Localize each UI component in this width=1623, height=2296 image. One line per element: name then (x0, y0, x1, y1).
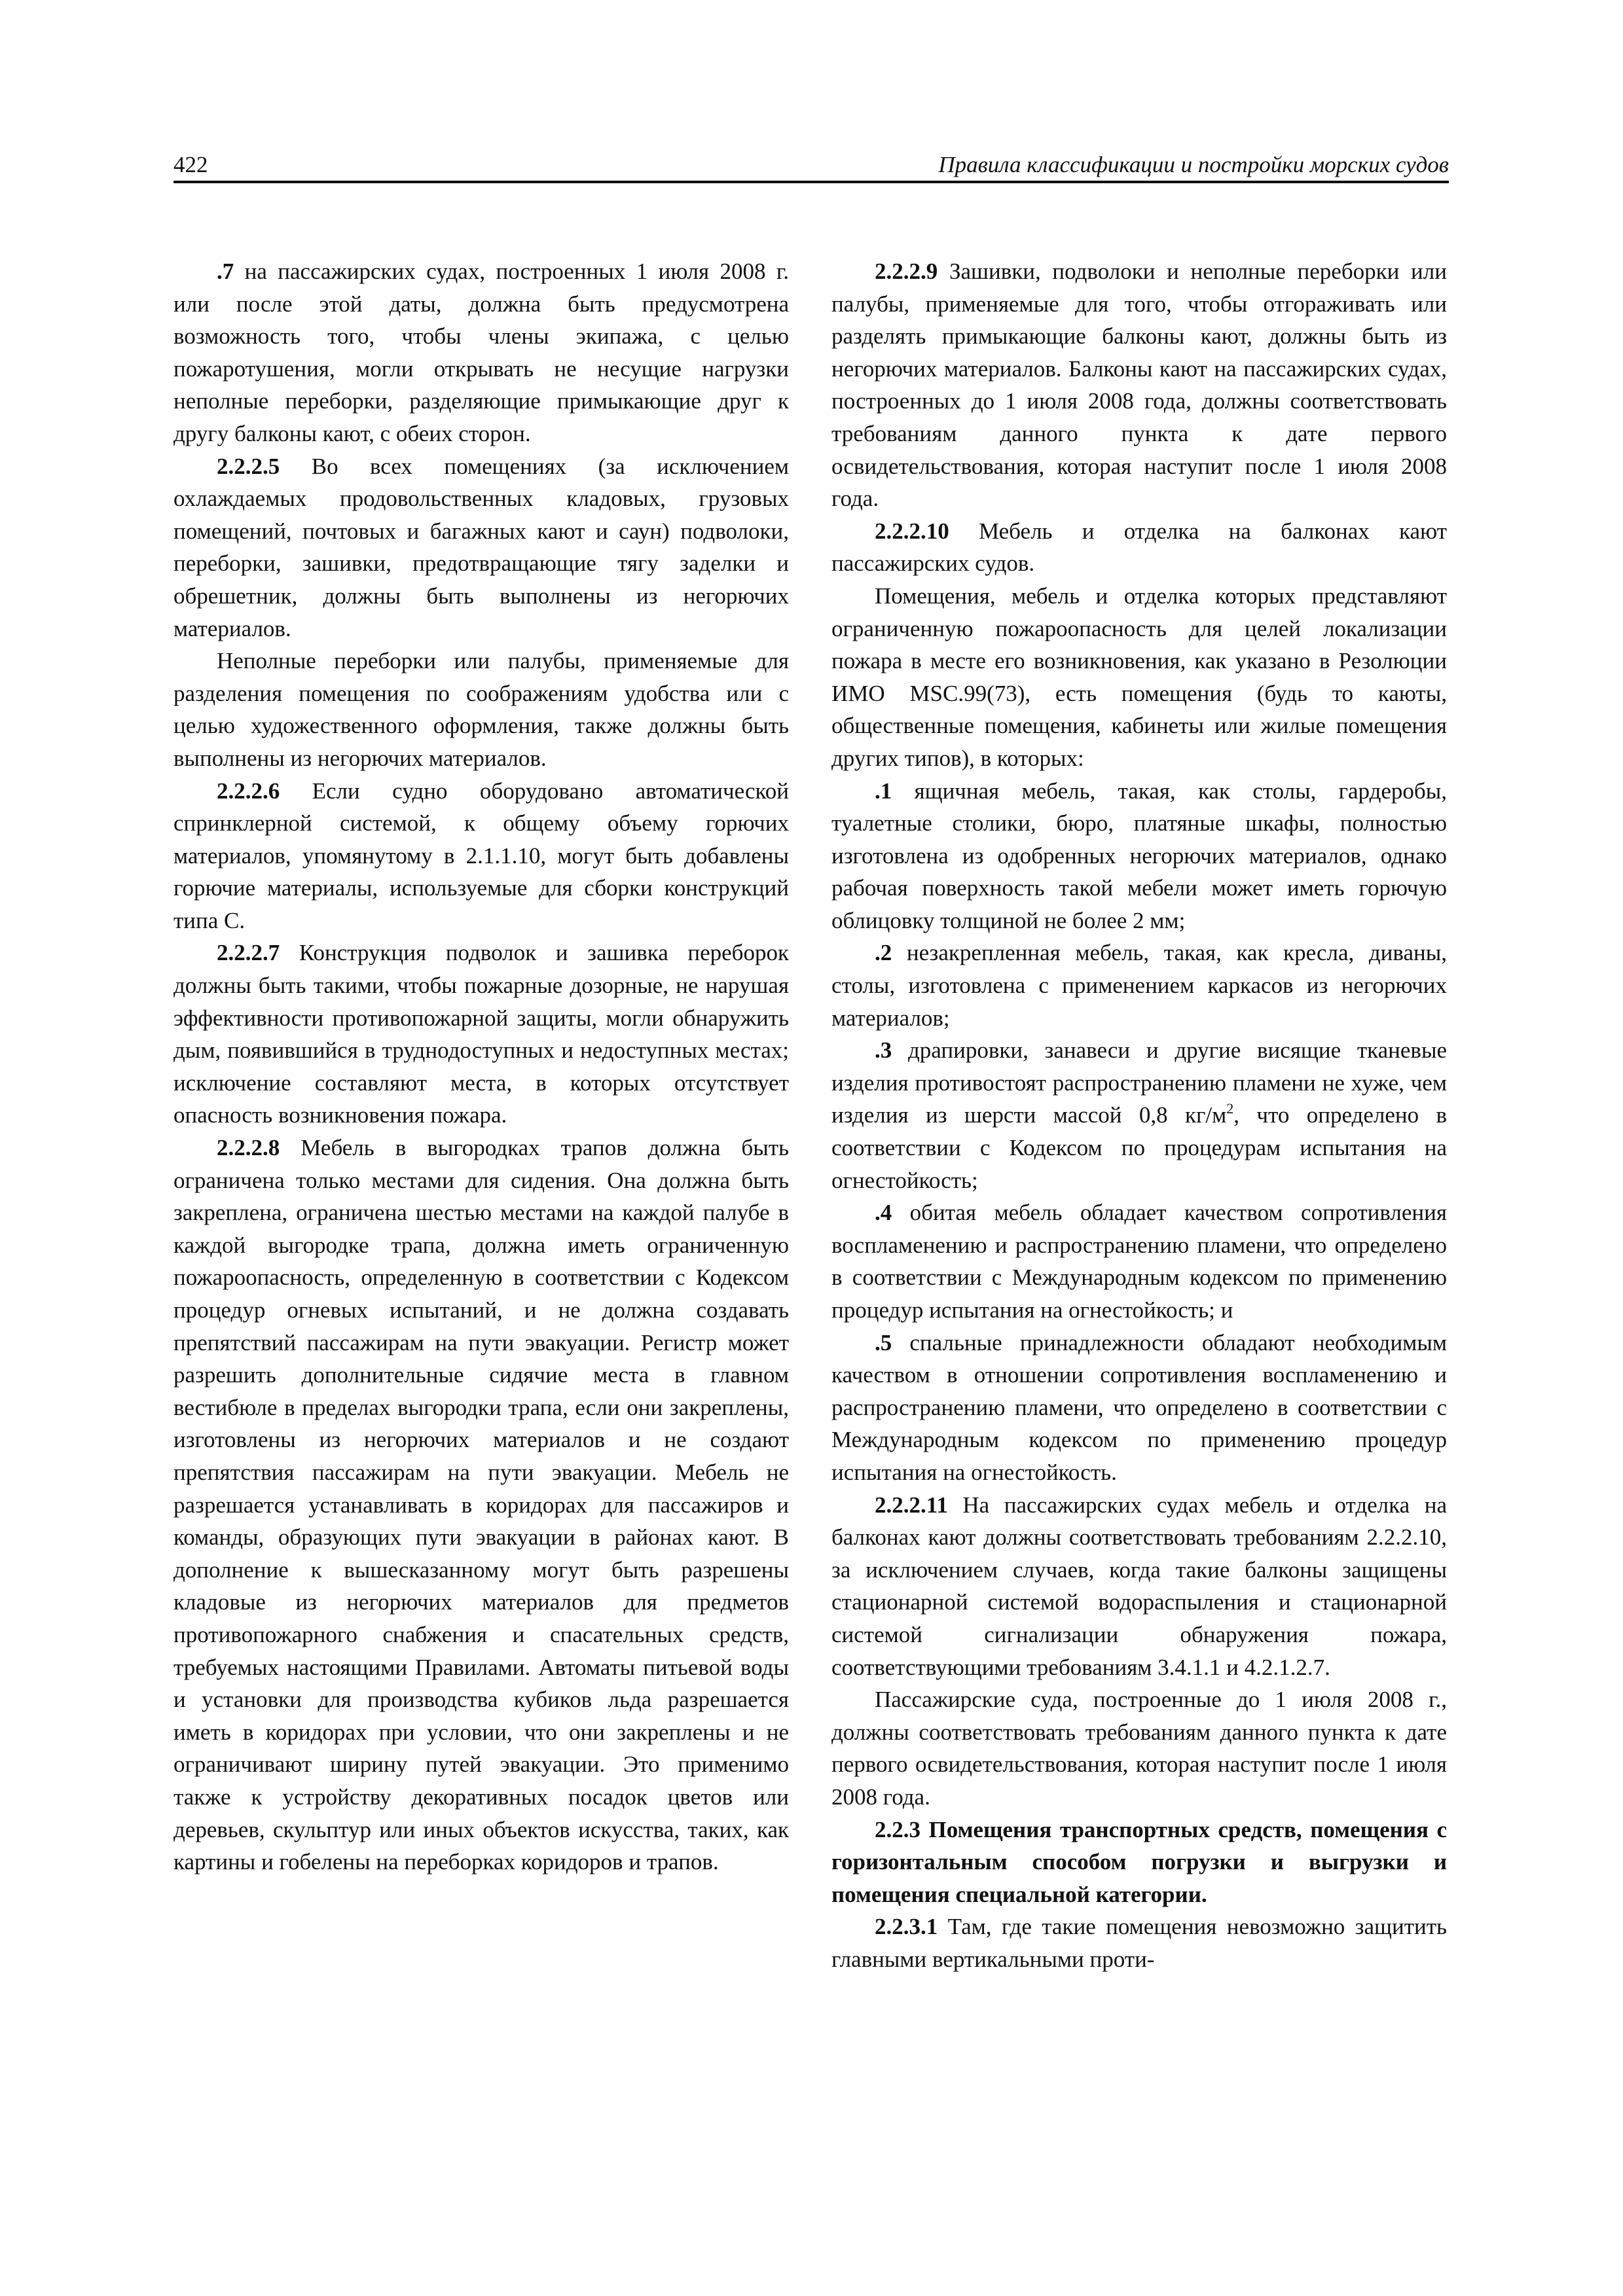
paragraph-limited-fire-risk (831, 580, 1447, 775)
item-number: .5 (875, 1329, 892, 1355)
item-number: .1 (875, 778, 892, 804)
paragraph-text: Неполные переборки или палубы, применяемые для разделения помещения по соображениям удобства или с целью художественного оформления, также должны быть выполнены из негорючих материалов. (173, 648, 789, 771)
paragraph-text: На пассажирских судах мебель и отделка на балконах кают должны соответствовать требованиям 2.2.2.10, за исключением случаев, когда такие балконы защищены стационарной системой водораспыления и стационарной системой сигнализации обнаружения пожара, соответствующими требованиям 3.4.1.1 и 4.2.1.2.7. (831, 1492, 1447, 1680)
paragraph-text: Мебель и отделка на балконах кают пассажирских судов. (831, 518, 1447, 577)
paragraph-text: Там, где такие помещения невозможно защитить главными вертикальными проти- (831, 1914, 1447, 1972)
running-title: Правила классификации и постройки морских судов (938, 152, 1449, 177)
list-item-1 (831, 775, 1447, 937)
paragraph-text: обитая мебель обладает качеством сопротивления воспламенению и распространению пламени, что определено в соответствии с Международным кодексом по применению процедур испытания на огнестойкость; и (831, 1200, 1447, 1323)
paragraph-text: Если судно оборудовано автоматической спринклерной системой, к общему объему горючих материалов, упомянутому в 2.1.1.10, могут быть добавлены горючие материалы, используемые для сборки конструкций типа С. (173, 778, 789, 933)
list-item-5 (831, 1327, 1447, 1489)
paragraph-text: незакрепленная мебель, такая, как кресла, диваны, столы, изготовлена с применением каркасов из негорючих материалов; (831, 940, 1447, 1031)
superscript: 2 (1226, 1100, 1234, 1117)
paragraph-text: Пассажирские суда, построенные до 1 июля 2008 г., должны соответствовать требованиям данного пункта к дате первого освидетельствования, которая наступит после 1 июля 2008 года. (831, 1687, 1447, 1810)
right-column (831, 255, 1447, 1975)
paragraph-text: спальные принадлежности обладают необходимым качеством в отношении сопротивления воспламенению и распространению пламени, что определено в соответствии с Международным кодексом по применению процедур испытания на огнестойкость. (831, 1329, 1447, 1485)
section-number: 2.2.2.10 (875, 518, 949, 544)
paragraph-partial-bulkheads (173, 645, 789, 774)
item-number: .3 (875, 1037, 892, 1064)
paragraph-2-2-2-11 (831, 1489, 1447, 1684)
item-number: .2 (875, 940, 892, 966)
paragraph-2-2-2-10 (831, 515, 1447, 580)
section-number: 2.2.2.7 (217, 940, 280, 966)
item-number: .7 (217, 259, 234, 284)
section-number: 2.2.3.1 (875, 1914, 938, 1940)
section-number: 2.2.2.11 (875, 1492, 948, 1518)
page-number: 422 (173, 152, 208, 177)
paragraph-text: Во всех помещениях (за исключением охлаждаемых продовольственных кладовых, грузовых помещений, почтовых и багажных кают и саун) подволоки, переборки, зашивки, предотвращающие тягу заделки и обрешетник, должны быть выполнены из негорючих материалов. (173, 453, 789, 641)
paragraph-7 (173, 255, 789, 450)
paragraph-text: Зашивки, подволоки и неполные переборки или палубы, применяемые для того, чтобы отгораживать или разделять примыкающие балконы кают, должны быть из негорючих материалов. Балконы кают на пассажирских судах, построенных до 1 июля 2008 года, должны соответствовать требованиям данного пункта к дате первого освидетельствования, которая наступит после 1 июля 2008 года. (831, 259, 1447, 512)
paragraph-passenger-ships (831, 1683, 1447, 1813)
paragraph-text: Конструкция подволок и зашивка переборок должны быть такими, чтобы пожарные дозорные, не нарушая эффективности противопожарной защиты, могли обнаружить дым, появившийся в труднодоступных и недоступных местах; исключение составляют места, в которых отсутствует опасность возникновения пожара. (173, 940, 789, 1128)
paragraph-text: , что определено в соответствии с Кодексом по процедурам испытания на огнестойкость; (831, 1102, 1448, 1193)
list-item-3 (831, 1034, 1447, 1196)
section-number: 2.2.2.5 (217, 453, 280, 479)
left-column (173, 255, 789, 1878)
list-item-2 (831, 937, 1447, 1034)
paragraph-2-2-2-5 (173, 450, 789, 645)
paragraph-text: драпировки, занавеси и другие висящие тканевые изделия противостоят распространению пламени не хуже, чем изделия из шерсти массой 0,8 кг/м (831, 1037, 1447, 1128)
item-number: .4 (875, 1200, 892, 1226)
paragraph-text: Помещения, мебель и отделка которых представляют ограниченную пожароопасность для целей локализации пожара в месте его возникновения, как указано в Резолюции ИМО MSC.99(73), есть помещения (будь то каюты, общественные помещения, кабинеты или жилые помещения других типов), в которых: (831, 583, 1447, 771)
paragraph-2-2-3-1 (831, 1910, 1447, 1975)
paragraph-text: Мебель в выгородках трапов должна быть ограничена только местами для сидения. Она должна быть закреплена, ограничена шестью местами на каждой палубе в каждой выгородке трапа, должна иметь ограниченную пожароопасность, определенную в соответствии с Кодексом процедур огневых испытаний, и не должна создавать препятствий пассажирам на пути эвакуации. Регистр может разрешить дополнительные сидячие места в главном вестибюле в пределах выгородки трапа, если они закреплены, изготовлены из негорючих материалов и не создают препятствия пассажирам на пути эвакуации. Мебель не разрешается устанавливать в коридорах для пассажиров и команды, образующих пути эвакуации в районах кают. В дополнение к вышесказанному могут быть разрешены кладовые из негорючих материалов для предметов противопожарного снабжения и спасательных средств, требуемых настоящими Правилами. Автоматы питьевой воды и установки для производства кубиков льда разрешается иметь в коридорах при условии, что они закреплены и не ограничивают ширину путей эвакуации. Это применимо также к устройству декоративных посадок цветов или деревьев, скульптур или иных объектов искусства, таких, как картины и гобелены на переборках коридоров и трапов. (173, 1135, 789, 1875)
paragraph-text: на пассажирских судах, построенных 1 июля 2008 г. или после этой даты, должна быть предусмотрена возможность того, чтобы члены экипажа, с целью пожаротушения, могли открывать не несущие нагрузки неполные переборки, разделяющие примыкающие друг к другу балконы кают, с обеих сторон. (173, 259, 789, 446)
paragraph-text: ящичная мебель, такая, как столы, гардеробы, туалетные столики, бюро, платяные шкафы, полностью изготовлена из одобренных негорючих материалов, однако рабочая поверхность такой мебели может иметь горючую облицовку толщиной не более 2 мм; (831, 778, 1447, 933)
page-header (173, 149, 1449, 183)
paragraph-2-2-2-9 (831, 255, 1447, 515)
paragraph-2-2-2-7 (173, 937, 789, 1132)
paragraph-2-2-2-6 (173, 775, 789, 937)
section-number: 2.2.2.9 (875, 259, 938, 284)
paragraph-2-2-2-8 (173, 1132, 789, 1878)
section-number: 2.2.2.8 (217, 1135, 280, 1161)
section-number: 2.2.2.6 (217, 778, 280, 804)
section-heading-2-2-3: 2.2.3 Помещения транспортных средств, помещения с горизонтальным способом погрузки и выгрузки и помещения специальной категории. (831, 1816, 1447, 1907)
list-item-4 (831, 1196, 1447, 1326)
